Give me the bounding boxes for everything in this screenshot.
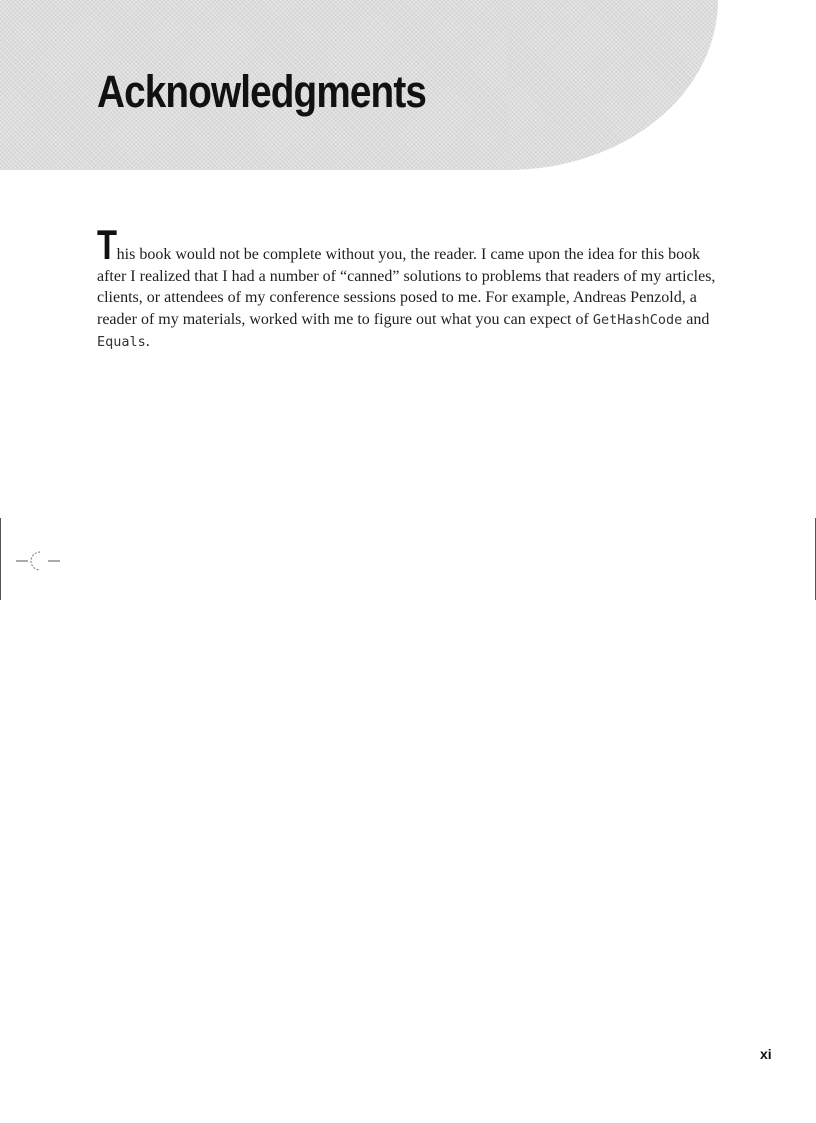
left-margin-line (0, 518, 1, 600)
body-paragraph (97, 221, 717, 354)
code-gethashcode: GetHashCode (592, 311, 683, 328)
body-connector: and (682, 310, 710, 328)
drop-cap: T (97, 221, 118, 268)
crop-mark-icon (16, 546, 64, 576)
page-number: xi (760, 1046, 772, 1062)
chapter-title: Acknowledgments (97, 66, 427, 117)
body-text-end: . (145, 333, 150, 350)
chapter-header-curve (508, 0, 718, 170)
header-curve-fill (508, 0, 718, 170)
body-text-lead: his book would not be complete without you, the reader. I came upon the idea for this book after I realized that I had a number of “canned” solutions to problems that readers of my articles, clients, or attendees of my conference sessions posed to me. For example, Andreas Penzold, a reader of my materials, worked with me to figure out what you can expect of (97, 246, 716, 328)
code-equals: Equals (97, 334, 146, 350)
